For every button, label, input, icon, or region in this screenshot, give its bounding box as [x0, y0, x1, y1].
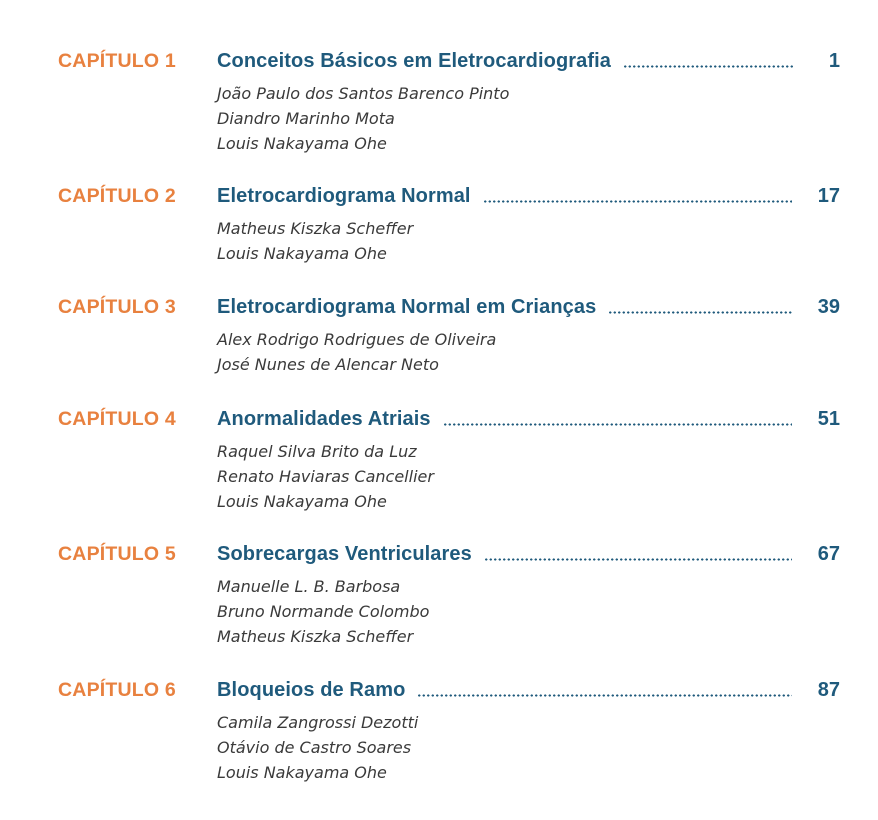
page-number: 17 — [817, 185, 840, 207]
chapter-label: CAPÍTULO 2 — [58, 185, 176, 207]
author-name: Alex Rodrigo Rodrigues de Oliveira — [217, 330, 497, 349]
dot-leader — [608, 311, 791, 314]
dot-leader — [417, 694, 791, 697]
author-name: Louis Nakayama Ohe — [217, 134, 387, 153]
chapter-title-row — [217, 406, 840, 432]
chapter-title[interactable]: Bloqueios de Ramo — [217, 679, 406, 701]
author-name: Manuelle L. B. Barbosa — [217, 577, 401, 596]
chapter-label: CAPÍTULO 5 — [58, 543, 176, 565]
chapter-title-row — [217, 677, 840, 703]
chapter-title-row — [217, 183, 840, 209]
page-number: 67 — [817, 543, 840, 565]
author-list — [217, 710, 418, 785]
dot-leader — [484, 558, 792, 561]
page-number: 39 — [817, 296, 840, 318]
chapter-title-row — [217, 541, 840, 567]
author-name: Louis Nakayama Ohe — [217, 492, 387, 511]
author-list — [217, 439, 434, 514]
author-name: Raquel Silva Brito da Luz — [217, 442, 417, 461]
chapter-label: CAPÍTULO 3 — [58, 296, 176, 318]
chapter-title[interactable]: Sobrecargas Ventriculares — [217, 543, 472, 565]
chapter-title-row — [217, 48, 840, 74]
dot-leader — [443, 423, 792, 426]
author-name: Camila Zangrossi Dezotti — [217, 713, 419, 732]
chapter-title[interactable]: Anormalidades Atriais — [217, 408, 431, 430]
dot-leader — [483, 200, 792, 203]
page-number: 51 — [817, 408, 840, 430]
author-name: Louis Nakayama Ohe — [217, 763, 387, 782]
author-name: Renato Haviaras Cancellier — [217, 467, 434, 486]
author-name: Otávio de Castro Soares — [217, 738, 412, 757]
author-name: João Paulo dos Santos Barenco Pinto — [217, 84, 510, 103]
author-list — [217, 574, 429, 649]
chapter-label: CAPÍTULO 4 — [58, 408, 176, 430]
chapter-label: CAPÍTULO 1 — [58, 50, 176, 72]
chapter-title[interactable]: Conceitos Básicos em Eletrocardiografia — [217, 50, 612, 72]
author-list — [217, 327, 496, 377]
chapter-label: CAPÍTULO 6 — [58, 679, 176, 701]
author-list — [217, 216, 413, 266]
page-number: 1 — [828, 50, 840, 72]
dot-leader — [623, 65, 794, 68]
chapter-title-row — [217, 294, 840, 320]
chapter-title[interactable]: Eletrocardiograma Normal em Crianças — [217, 296, 597, 318]
page-number: 87 — [817, 679, 840, 701]
author-name: José Nunes de Alencar Neto — [217, 355, 439, 374]
author-name: Matheus Kiszka Scheffer — [217, 219, 414, 238]
author-name: Bruno Normande Colombo — [217, 602, 430, 621]
author-list — [217, 81, 509, 156]
author-name: Matheus Kiszka Scheffer — [217, 627, 414, 646]
chapter-title[interactable]: Eletrocardiograma Normal — [217, 185, 471, 207]
author-name: Diandro Marinho Mota — [217, 109, 395, 128]
author-name: Louis Nakayama Ohe — [217, 244, 387, 263]
